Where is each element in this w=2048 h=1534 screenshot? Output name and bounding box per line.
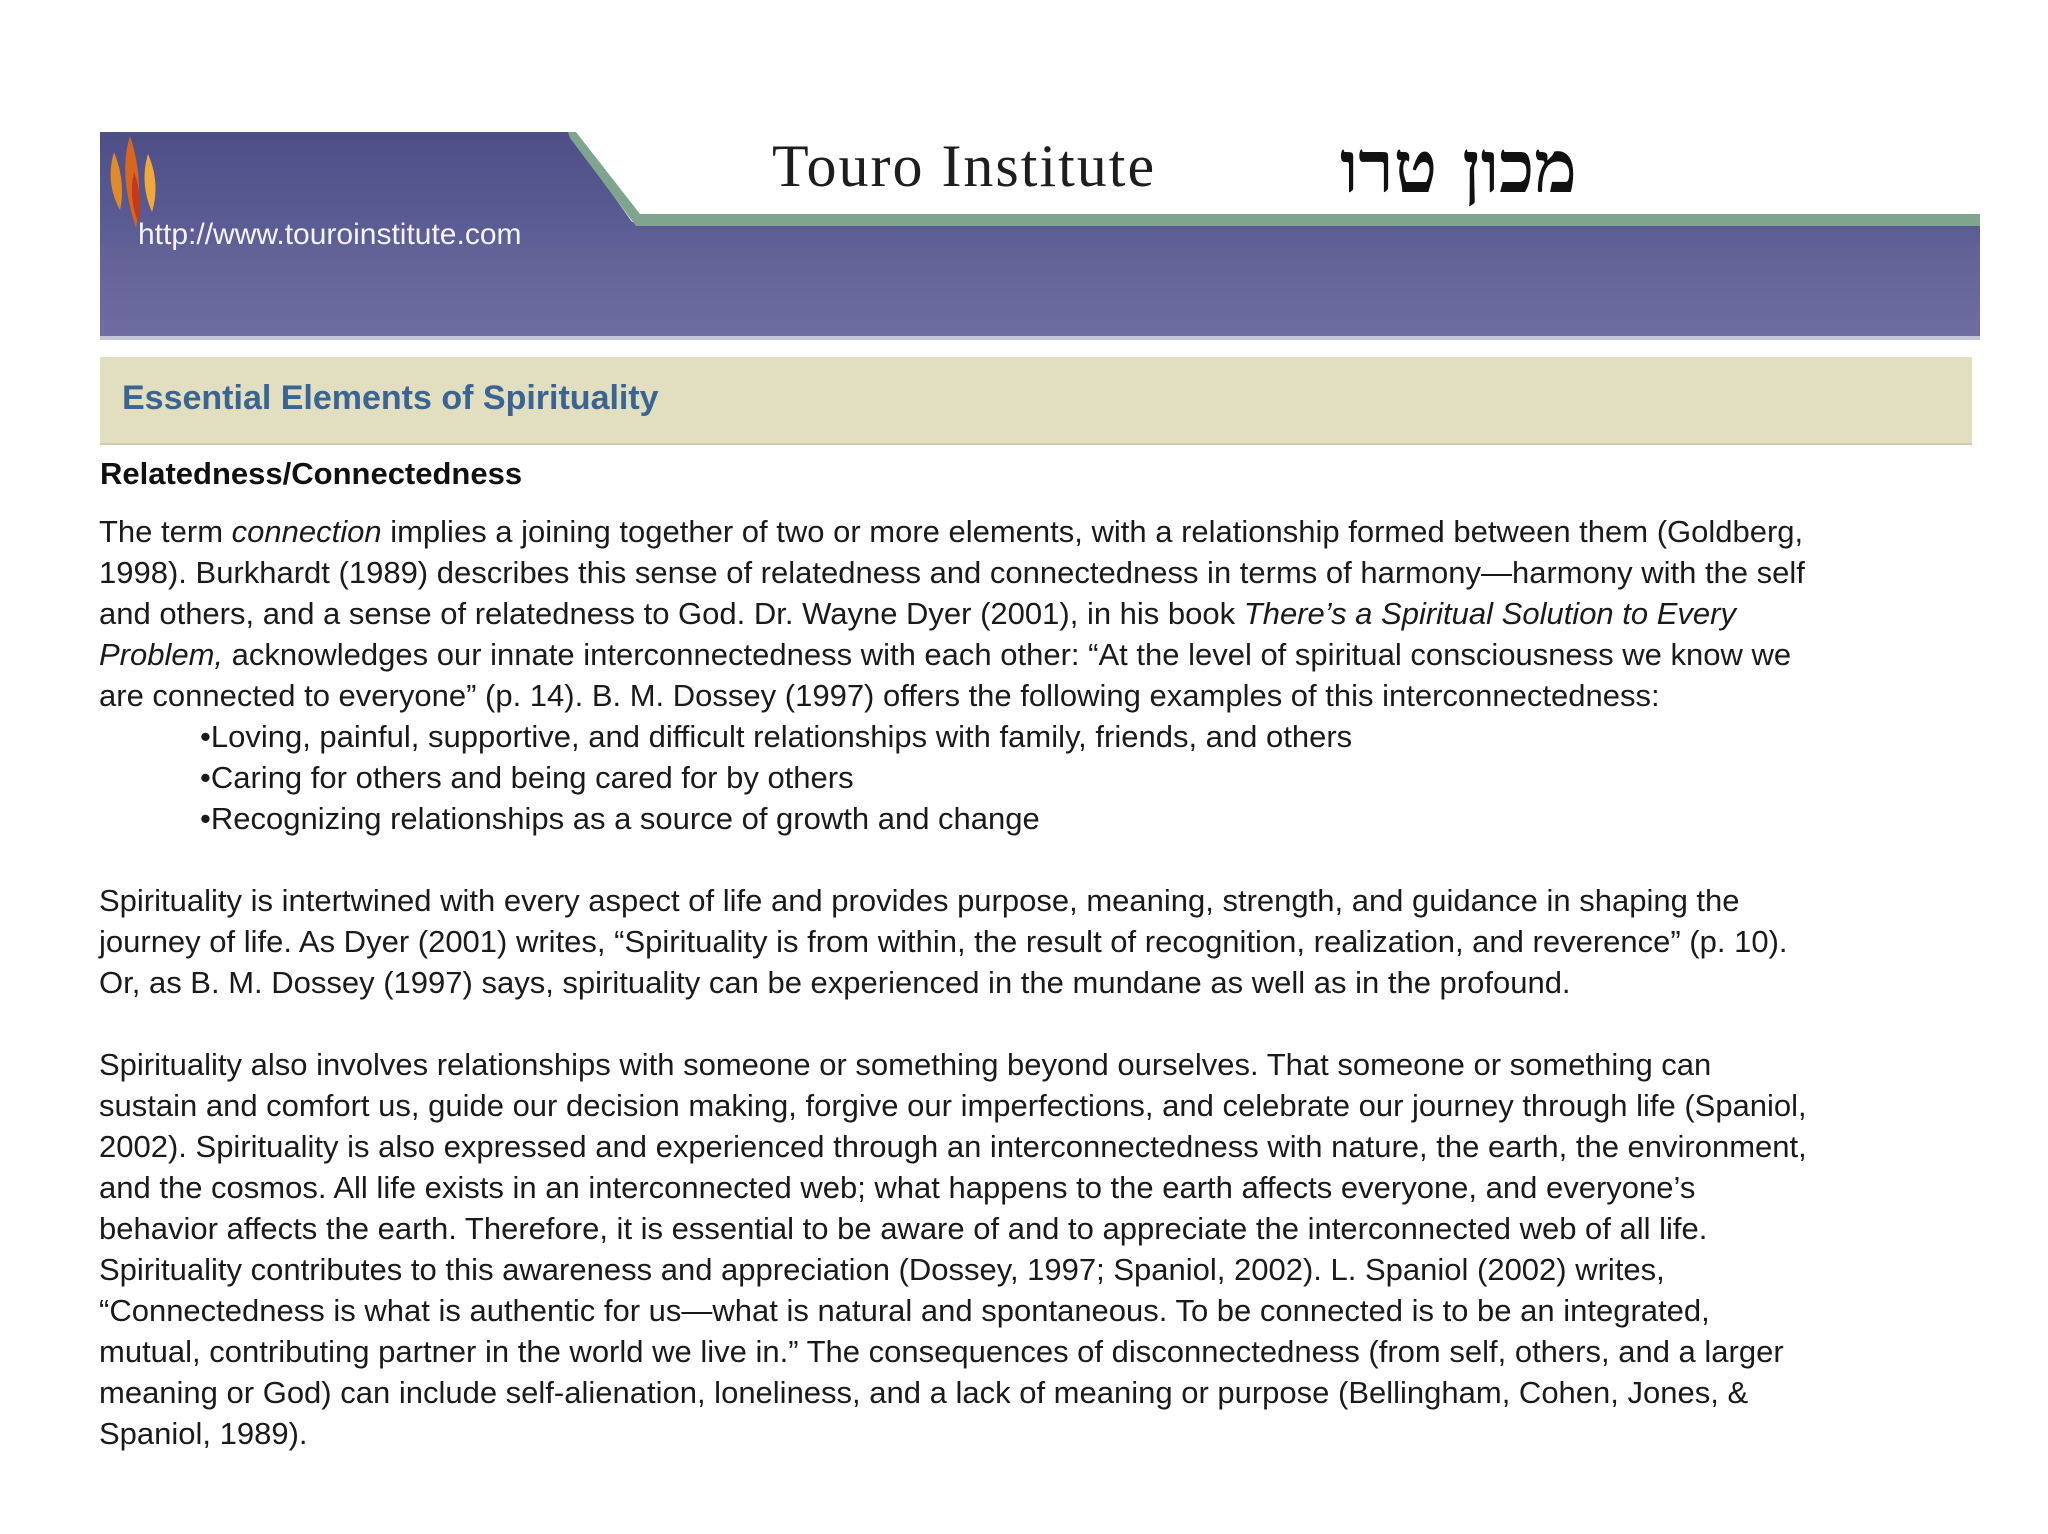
text-run: and others, and a sense of relatedness to God. Dr. Wayne Dyer (2001), in his book — [99, 596, 1244, 631]
paragraph-intro — [99, 511, 1999, 716]
text-line: Spirituality is intertwined with every aspect of life and provides purpose, meaning, strength, and guidance in shaping the — [99, 883, 1740, 918]
list-item: •Caring for others and being cared for by others — [200, 760, 854, 795]
text-line: Spirituality contributes to this awareness and appreciation (Dossey, 1997; Spaniol, 2002). L. Spaniol (2002) writes, — [99, 1252, 1665, 1287]
text-line — [99, 634, 1999, 675]
text-line: Or, as B. M. Dossey (1997) says, spirituality can be experienced in the mundane as well as in the profound. — [99, 965, 1571, 1000]
text-line: meaning or God) can include self-alienation, loneliness, and a lack of meaning or purpose (Bellingham, Cohen, Jones, & — [99, 1375, 1749, 1410]
paragraph-relationships — [99, 1044, 1999, 1454]
brand-hebrew-name: מכון טרו — [1340, 124, 1577, 209]
text-line: journey of life. As Dyer (2001) writes, “Spirituality is from within, the result of recognition, realization, and reverence” (p. 10). — [99, 924, 1788, 959]
site-url-link[interactable]: http://www.touroinstitute.com — [138, 218, 522, 251]
text-line: “Connectedness is what is authentic for us—what is natural and spontaneous. To be connected is to be an integrated, — [99, 1293, 1710, 1328]
text-run: acknowledges our innate interconnectedness with each other: “At the level of spiritual consciousness we know we — [223, 637, 1792, 672]
text-line: sustain and comfort us, guide our decision making, forgive our imperfections, and celebrate our journey through life (Spaniol, — [99, 1088, 1807, 1123]
header-banner — [100, 124, 1980, 342]
examples-list — [200, 716, 1352, 839]
emphasis-connection: connection — [231, 514, 382, 549]
text-line: are connected to everyone” (p. 14). B. M. Dossey (1997) offers the following examples of this interconnectedness: — [99, 678, 1660, 713]
brand-name: Touro Institute — [772, 133, 1157, 199]
text-line: Spaniol, 1989). — [99, 1416, 308, 1451]
list-item: •Loving, painful, supportive, and difficult relationships with family, friends, and others — [200, 719, 1353, 754]
text-line — [99, 593, 1999, 634]
book-title: There’s a Spiritual Solution to Every — [1243, 596, 1736, 631]
text-line — [99, 511, 1999, 552]
text-run: implies a joining together of two or more elements, with a relationship formed between them (Goldberg, — [381, 514, 1804, 549]
text-line: behavior affects the earth. Therefore, it is essential to be aware of and to appreciate the interconnected web of all life. — [99, 1211, 1708, 1246]
list-item: •Recognizing relationships as a source of growth and change — [200, 801, 1040, 836]
section-heading: Relatedness/Connectedness — [100, 456, 523, 491]
page-title: Essential Elements of Spirituality — [122, 379, 659, 417]
text-line: 2002). Spirituality is also expressed and experienced through an interconnectedness with nature, the earth, the environment, — [99, 1129, 1807, 1164]
book-title: Problem, — [99, 637, 224, 672]
text-line: Spirituality also involves relationships with someone or something beyond ourselves. That someone or something can — [99, 1047, 1712, 1082]
text-line: and the cosmos. All life exists in an interconnected web; what happens to the earth affects everyone, and everyone’s — [99, 1170, 1696, 1205]
flame-logo-icon — [100, 132, 170, 242]
paragraph-spirituality-life — [99, 880, 1999, 1003]
title-bar — [100, 357, 1972, 445]
text-run: The term — [99, 514, 232, 549]
text-line: mutual, contributing partner in the world we live in.” The consequences of disconnectedness (from self, others, and a larger — [99, 1334, 1784, 1369]
text-line: 1998). Burkhardt (1989) describes this sense of relatedness and connectedness in terms of harmony—harmony with the self — [99, 555, 1805, 590]
